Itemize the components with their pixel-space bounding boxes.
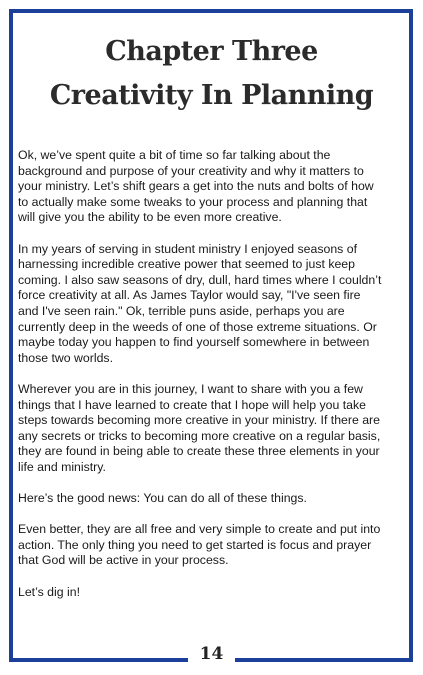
paragraph: Ok, we’ve spent quite a bit of time so far talking about the background and purpose of your creativity and why it matters to your ministry. Let’s shift gears a get into the nuts and bolts of how to actually make some tweaks to your process and planning that will give you the ability to be even more creative. xyxy=(18,148,374,225)
paragraph: Wherever you are in this journey, I want to share with you a few things that I have learned to create that I hope will help you take steps towards becoming more creative in your ministry. If there are any secrets or tricks to becoming more creative on a regular basis, they are found in being able to create these three elements in your life and ministry. xyxy=(18,381,381,474)
page-number: 14 xyxy=(188,643,236,665)
chapter-title-line-1: Chapter Three xyxy=(105,36,318,67)
page-footer xyxy=(0,643,423,665)
paragraph: Even better, they are all free and very simple to create and put into action. The only thing you need to get started is focus and prayer that God will be active in your process. xyxy=(18,522,381,568)
chapter-title-line-2: Creativity In Planning xyxy=(49,80,374,111)
chapter-body xyxy=(18,148,384,616)
paragraph: In my years of serving in student ministry I enjoyed seasons of harnessing incredible creative power that seemed to just keep coming. I also saw seasons of dry, dull, hard times where I couldn’t force creativity at all. As James Taylor would say, "I've seen fire and I've seen rain." Ok, terrible puns aside, perhaps you are currently deep in the weeds of one of those extreme situations. Or maybe today you happen to find yourself somewhere in between those two worlds. xyxy=(18,241,382,365)
chapter-title xyxy=(0,30,423,118)
paragraph: Here’s the good news: You can do all of these things. xyxy=(18,491,307,506)
paragraph: Let’s dig in! xyxy=(18,584,80,599)
